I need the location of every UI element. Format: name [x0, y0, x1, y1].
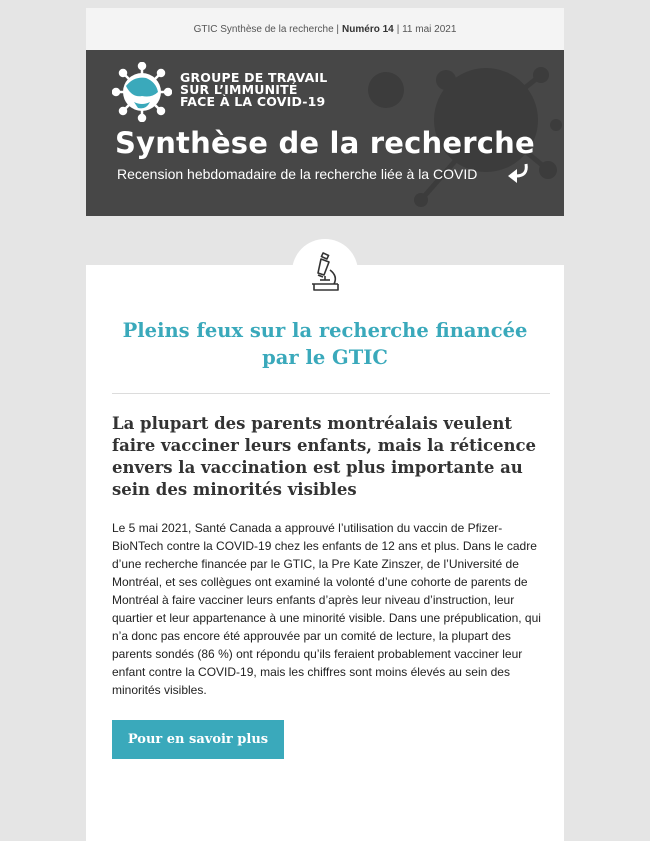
preheader-date: | 11 mai 2021 [396, 23, 457, 35]
curved-arrow-icon [506, 162, 530, 184]
newsletter-subtitle: Recension hebdomadaire de la recherche liée à la COVID [117, 166, 478, 182]
header-banner [86, 50, 564, 216]
section-divider [112, 393, 550, 394]
read-more-button[interactable]: Pour en savoir plus [112, 720, 284, 759]
org-line-2: SUR L’IMMUNITÉ [180, 82, 298, 97]
microscope-badge [292, 239, 358, 305]
org-line-3: FACE À LA COVID-19 [180, 94, 326, 109]
org-line-1: GROUPE DE TRAVAIL [180, 70, 328, 85]
article-body: Le 5 mai 2021, Santé Canada a approuvé l’utilisation du vaccin de Pfizer-BioNTech contre la COVID-19 chez les enfants de 12 ans et plus. Dans le cadre d’une recherche financée par le GTIC, la Pre Kate Zinszer, de l’Université de Montréal, et ses collègues ont examiné la volonté d’une cohorte de parents de Montréal à faire vacciner leurs enfants d’après leur niveau d’instruction, leur quartier et leur appartenance à une minorité visible. Dans une prépublication, qui n’a donc pas encore été approuvée par un comité de lecture, la plupart des parents sondés (86 %) ont répondu qu’ils feraient probablement vacciner leur enfant contre la COVID-19, mais les chiffres sont moins élevés au sein des minorités visibles. [112, 521, 541, 697]
article-title: La plupart des parents montréalais veulent faire vacciner leurs enfants, mais la réticence envers la vaccination est plus importante au sein des minorités visibles [112, 414, 537, 499]
organization-name [180, 72, 327, 108]
featured-research-card [86, 265, 564, 841]
preheader-publication: GTIC Synthèse de la recherche | [193, 23, 340, 35]
covid-task-force-logo [112, 62, 172, 122]
microscope-icon [308, 252, 342, 292]
section-title: Pleins feux sur la recherche financée par le GTIC [122, 319, 528, 369]
preheader [86, 8, 564, 50]
preheader-issue: Numéro 14 [342, 23, 394, 35]
newsletter-title: Synthèse de la recherche [115, 126, 535, 160]
email-header [86, 8, 564, 216]
